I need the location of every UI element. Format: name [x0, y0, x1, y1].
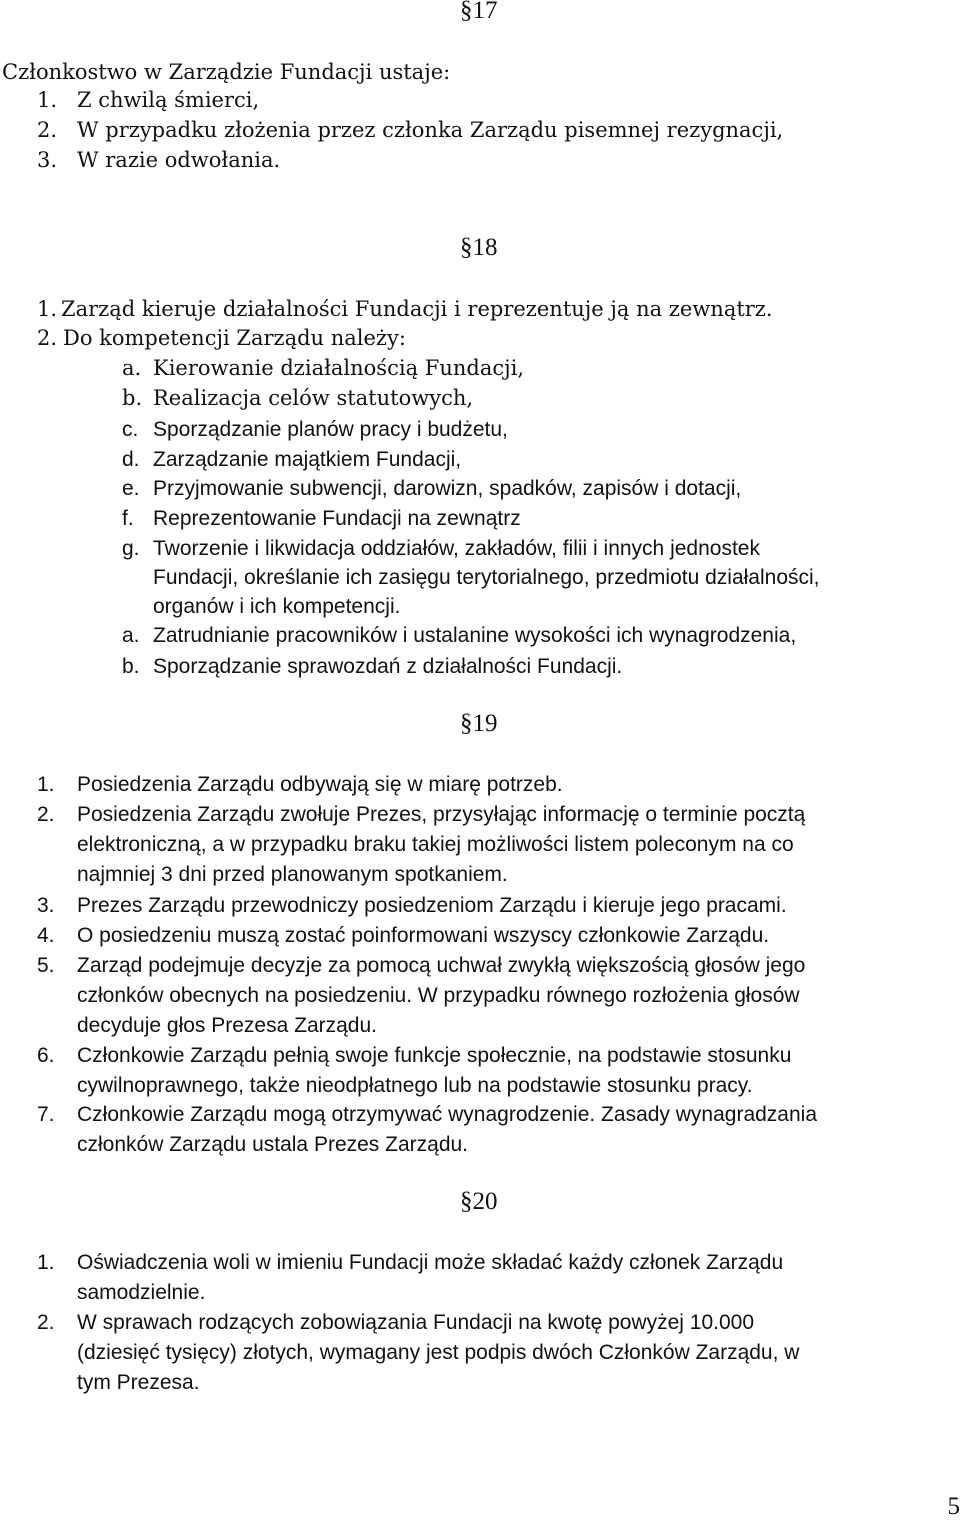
- sublist-item-line: organów i ich kompetencji.: [153, 595, 401, 618]
- list-item-text: W przypadku złożenia przez członka Zarządu pisemnej rezygnacji,: [77, 118, 784, 142]
- list-item-number: 3.: [37, 148, 58, 172]
- list-item-line: najmniej 3 dni przed planowanym spotkaniem.: [77, 863, 508, 886]
- list-item-line: Posiedzenia Zarządu zwołuje Prezes, przysyłając informację o terminie pocztą: [77, 803, 806, 826]
- list-item-line: Członkowie Zarządu mogą otrzymywać wynagrodzenie. Zasady wynagradzania: [77, 1103, 818, 1126]
- list-item-line: Prezes Zarządu przewodniczy posiedzeniom Zarządu i kieruje jego pracami.: [77, 894, 787, 917]
- list-item-line: członków Zarządu ustala Prezes Zarządu.: [77, 1133, 469, 1156]
- list-item-line: tym Prezesa.: [77, 1371, 200, 1394]
- sublist-item-number: b.: [122, 655, 140, 678]
- list-item-line: Oświadczenia woli w imieniu Fundacji może składać każdy członek Zarządu: [77, 1251, 784, 1274]
- sublist-item-line: Zatrudnianie pracowników i ustalanine wysokości ich wynagrodzenia,: [153, 624, 797, 647]
- sublist-item-number: e.: [122, 477, 140, 500]
- list-item-line: cywilnoprawnego, także nieodpłatnego lub na podstawie stosunku pracy.: [77, 1074, 753, 1097]
- list-item-line: decyduje głos Prezesa Zarządu.: [77, 1014, 377, 1037]
- list-item-number: 3.: [37, 894, 55, 917]
- list-item-line: Posiedzenia Zarządu odbywają się w miarę potrzeb.: [77, 773, 563, 796]
- list-item-text: Do kompetencji Zarządu należy:: [63, 326, 406, 350]
- sublist-item-line: Reprezentowanie Fundacji na zewnątrz: [153, 507, 521, 530]
- list-item-number: 2.: [37, 1311, 55, 1334]
- sublist-item-number: g.: [122, 537, 140, 560]
- list-item-line: Członkowie Zarządu pełnią swoje funkcje społecznie, na podstawie stosunku: [77, 1044, 792, 1067]
- list-item-line: członków obecnych na posiedzeniu. W przypadku równego rozłożenia głosów: [77, 984, 800, 1007]
- section-heading: §20: [460, 1188, 498, 1215]
- list-item-number: 1.: [37, 297, 58, 321]
- section-heading: §18: [460, 234, 498, 261]
- list-item-number: 4.: [37, 924, 55, 947]
- list-item-line: elektroniczną, a w przypadku braku takiej możliwości listem poleconym na co: [77, 833, 794, 856]
- list-item-text: Zarząd kieruje działalności Fundacji i reprezentuje ją na zewnątrz.: [61, 297, 773, 321]
- sublist-item-line: Zarządzanie majątkiem Fundacji,: [153, 448, 462, 471]
- list-item-line: samodzielnie.: [77, 1281, 206, 1304]
- list-item-line: W sprawach rodzących zobowiązania Fundacji na kwotę powyżej 10.000: [77, 1311, 755, 1334]
- sublist-item-number: f.: [122, 507, 134, 530]
- list-item-number: 6.: [37, 1044, 55, 1067]
- list-item-number: 2.: [37, 118, 58, 142]
- sublist-item-text: Realizacja celów statutowych,: [153, 386, 474, 410]
- list-item-text: W razie odwołania.: [77, 148, 281, 172]
- list-item-number: 2.: [37, 803, 55, 826]
- page-number: 5: [947, 1493, 960, 1520]
- list-item-line: O posiedzeniu muszą zostać poinformowani wszyscy członkowie Zarządu.: [77, 924, 770, 947]
- section-intro: Członkostwo w Zarządzie Fundacji ustaje:: [2, 60, 451, 84]
- list-item-number: 1.: [37, 1251, 55, 1274]
- sublist-item-number: d.: [122, 448, 140, 471]
- sublist-item-line: Fundacji, określanie ich zasięgu terytorialnego, przedmiotu działalności,: [153, 566, 820, 589]
- sublist-item-number: a.: [122, 356, 142, 380]
- sublist-item-number: b.: [122, 386, 143, 410]
- sublist-item-text: Kierowanie działalnością Fundacji,: [153, 356, 525, 380]
- section-heading: §17: [460, 0, 498, 24]
- list-item-line: (dziesięć tysięcy) złotych, wymagany jest podpis dwóch Członków Zarządu, w: [77, 1341, 800, 1364]
- list-item-line: Zarząd podejmuje decyzje za pomocą uchwał zwykłą większością głosów jego: [77, 954, 806, 977]
- sublist-item-number: a.: [122, 624, 140, 647]
- list-item-number: 7.: [37, 1103, 55, 1126]
- list-item-text: Z chwilą śmierci,: [77, 88, 260, 112]
- sublist-item-line: Sporządzanie planów pracy i budżetu,: [153, 418, 508, 441]
- list-item-number: 1.: [37, 88, 58, 112]
- list-item-number: 5.: [37, 954, 55, 977]
- section-heading: §19: [460, 710, 498, 737]
- sublist-item-line: Przyjmowanie subwencji, darowizn, spadków, zapisów i dotacji,: [153, 477, 742, 500]
- list-item-number: 1.: [37, 773, 55, 796]
- sublist-item-number: c.: [122, 418, 139, 441]
- sublist-item-line: Tworzenie i likwidacja oddziałów, zakładów, filii i innych jednostek: [153, 537, 760, 560]
- list-item-number: 2.: [37, 326, 58, 350]
- sublist-item-line: Sporządzanie sprawozdań z działalności Fundacji.: [153, 655, 623, 678]
